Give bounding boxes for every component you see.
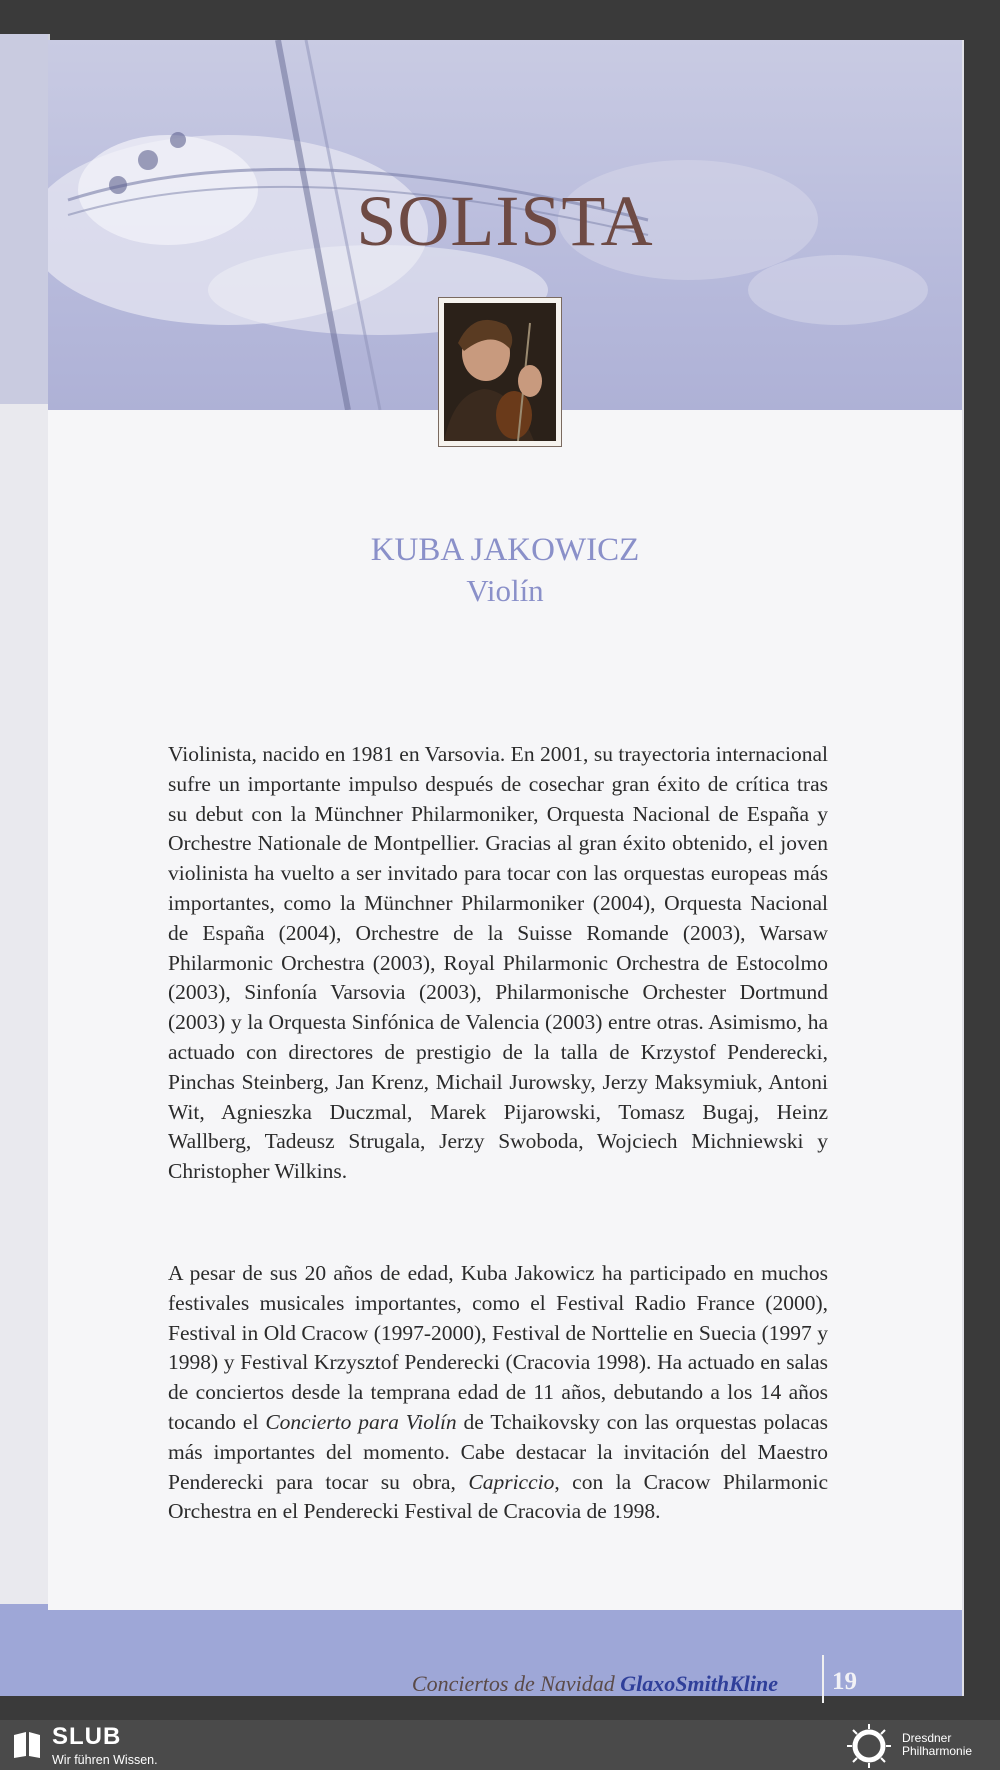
brochure-page — [48, 40, 962, 1696]
artist-name: KUBA JAKOWICZ — [370, 532, 640, 568]
section-title: SOLISTA — [356, 181, 654, 261]
footer-divider — [822, 1655, 824, 1703]
artist-portrait — [438, 297, 562, 447]
artist-instrument: Violín — [466, 573, 544, 608]
dresdner-philharmonie-logo-icon[interactable] — [842, 1724, 896, 1768]
concert-series-name: Conciertos de Navidad — [411, 1671, 615, 1696]
library-name[interactable]: SLUB — [52, 1723, 122, 1750]
page-number: 19 — [832, 1668, 857, 1695]
biography-paragraph-2: A pesar de sus 20 años de edad, Kuba Jakowicz ha participado en muchos festivales musicales importantes, como el Festival Radio France (2000), Festival in Old Cracow (1997-2000), Festival de Norttelie en Suecia (1997 y 1998) y Festival Krzysztof Penderecki (Cracovia 1998). Ha actuado en salas de conciertos desde la temprana edad de 11 años, debutando a los 14 años tocando el Concierto para Violín de Tchaikovsky con las orquestas polacas más importantes del momento. Cabe destacar la invitación del Maestro Penderecki para tocar su obra, Capriccio, con la Cracow Philarmonic Orchestra en el Penderecki Festival de Cracovia de 1998. — [168, 1261, 828, 1524]
footer-series — [412, 1671, 778, 1697]
previous-page-edge — [0, 34, 50, 1694]
portrait-photo — [444, 303, 556, 441]
library-tagline: Wir führen Wissen. — [52, 1753, 158, 1767]
previous-page-header-band — [0, 34, 48, 404]
sponsor-brand: GlaxoSmithKline — [620, 1671, 778, 1696]
viewer-bottom-bar — [0, 1720, 1000, 1770]
biography-paragraph-1: Violinista, nacido en 1981 en Varsovia. En 2001, su trayectoria internacional sufre un importante impulso después de cosechar gran éxito de crítica tras su debut con la Münchner Philarmoniker, Orquesta Nacional de España y Orchestre Nationale de Montpellier. Gracias al gran éxito obtenido, el joven violinista ha vuelto a ser invitado para tocar con las orquestas europeas más importantes, como la Münchner Philarmoniker (2004), Orquesta Nacional de España (2004), Orchestre de la Suisse Romande (2003), Warsaw Philarmonic Orchestra (2003), Royal Philarmonic Orchestra de Estocolmo (2003), Sinfonía Varsovia (2003), Philarmonische Orchester Dortmund (2003) y la Orquesta Sinfónica de Valencia (2003) entre otras. Asimismo, ha actuado con directores de prestigio de la talla de Krzystof Penderecki, Pinchas Steinberg, Jan Krenz, Michail Jurowsky, Jerzy Maksymiuk, Antoni Wit, Agnieszka Duczmal, Marek Pijarowski, Tomasz Bugaj, Heinz Wallberg, Tadeusz Strugala, Jerzy Swoboda, Wojciech Michniewski y Christopher Wilkins. — [168, 742, 828, 1184]
partner-name[interactable]: Dresdner Philharmonie — [902, 1731, 973, 1758]
slub-logo-icon[interactable] — [12, 1729, 42, 1759]
